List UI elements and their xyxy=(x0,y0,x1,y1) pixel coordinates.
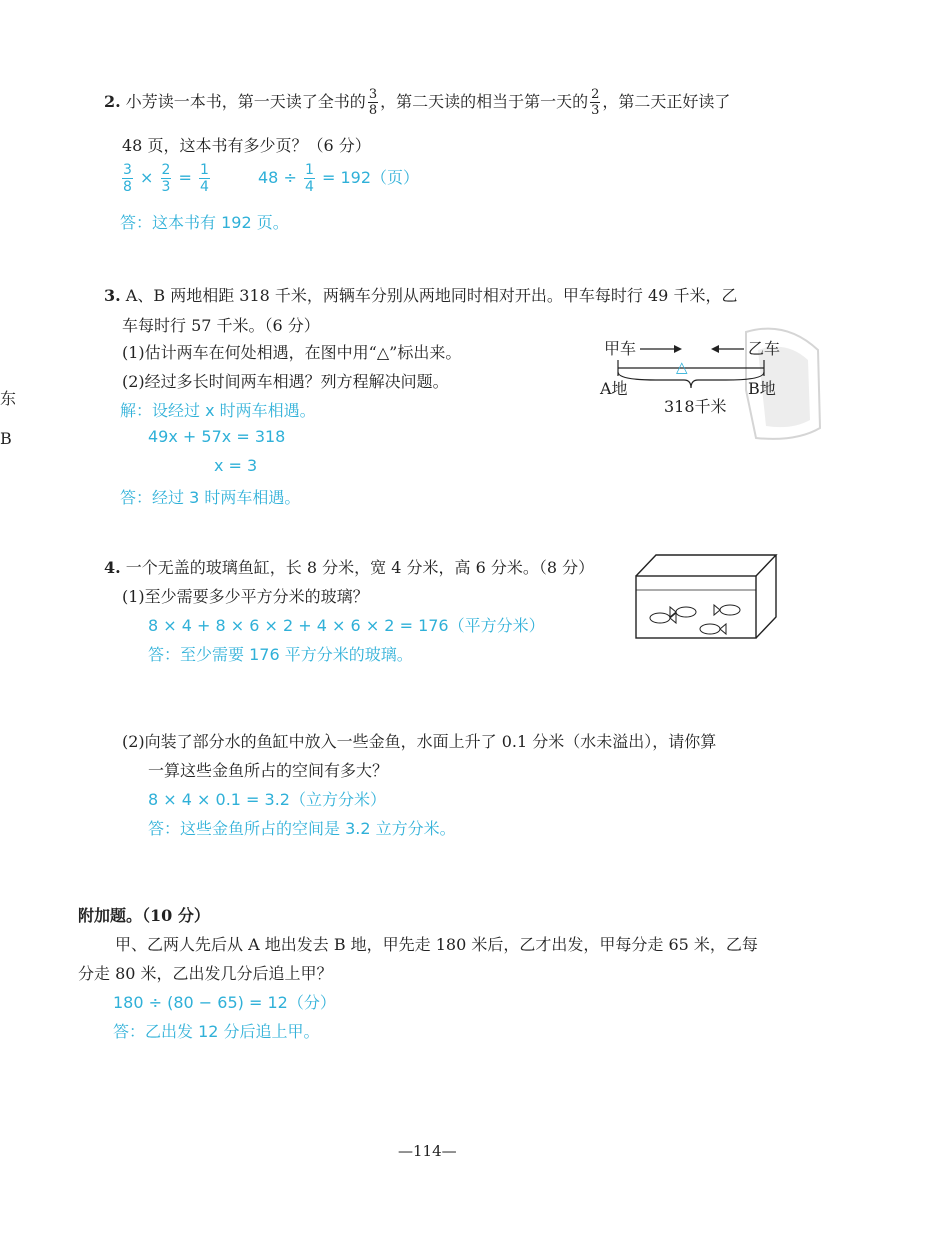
arrow-right-icon xyxy=(674,345,682,353)
q2-frac1-den: 8 xyxy=(368,103,378,118)
q3-sub2: (2)经过多长时间两车相遇？列方程解决问题。 xyxy=(122,372,449,391)
tank-side xyxy=(756,555,776,638)
q4-text-1: 一个无盖的玻璃鱼缸，长 8 分米，宽 4 分米，高 6 分米。（8 分） xyxy=(125,558,595,577)
bonus-ans-calc: 180 ÷ (80 − 65) = 12（分） xyxy=(113,993,336,1012)
goldfish-group xyxy=(650,605,740,634)
q2-ans-f2-num: 2 xyxy=(161,162,171,178)
q2-fraction-2 xyxy=(590,88,600,117)
margin-char-2: B xyxy=(0,429,12,448)
q2-answer-calc2 xyxy=(258,163,419,194)
q2-line1 xyxy=(104,88,730,117)
margin-char-1: 东 xyxy=(0,389,17,408)
q2-ans-f1-num: 3 xyxy=(123,162,132,178)
bonus-line1: 甲、乙两人先后从 A 地出发去 B 地，甲先走 180 米后，乙才出发，甲每分走 65 米，乙每 xyxy=(115,935,758,954)
diagram-place-b: B地 xyxy=(748,379,776,398)
bonus-title: 附加题。（10 分） xyxy=(78,906,210,925)
diagram-car-b: 乙车 xyxy=(748,339,781,358)
meet-triangle-mark: △ xyxy=(676,358,688,376)
q4-sub2-line1: (2)向装了部分水的鱼缸中放入一些金鱼，水面上升了 0.1 分米（水未溢出），请你算 xyxy=(122,732,717,751)
diagram-distance-label: 318千米 xyxy=(664,397,727,416)
q2-answer-statement: 答：这本书有 192 页。 xyxy=(120,213,289,232)
q2-frac1-num: 3 xyxy=(368,87,378,102)
q2-ans-calc2-b: = 192（页） xyxy=(321,168,420,187)
fish-tank-illustration xyxy=(632,550,782,645)
bonus-ans-answer: 答：乙出发 12 分后追上甲。 xyxy=(113,1022,320,1041)
q4-ans1-calc: 8 × 4 + 8 × 6 × 2 + 4 × 6 × 2 = 176（平方分米） xyxy=(148,616,545,635)
q2-ans-times: × xyxy=(140,168,154,187)
q4-sub2-line2: 一算这些金鱼所占的空间有多大？ xyxy=(148,761,389,780)
tank-top xyxy=(636,555,776,576)
q4-line1 xyxy=(104,555,594,578)
q2-ans-f3-num: 1 xyxy=(200,162,209,178)
q2-text-b: ，第二天读的相当于第一天的 xyxy=(380,92,589,111)
q2-line2: 48 页，这本书有多少页？（6 分） xyxy=(122,136,371,155)
q2-ans-f1-den: 8 xyxy=(123,179,132,195)
q2-ans-eq: = xyxy=(178,168,192,187)
q2-ans-frac4 xyxy=(304,163,315,194)
q3-ans-line1: 解：设经过 x 时两车相遇。 xyxy=(120,401,316,420)
q2-ans-calc2-a: 48 ÷ xyxy=(258,168,297,187)
diagram-car-a: 甲车 xyxy=(604,339,637,358)
q4-number: 4. xyxy=(104,558,121,577)
q2-text-c: ，第二天正好读了 xyxy=(602,92,731,111)
q2-text-a: 小芳读一本书，第一天读了全书的 xyxy=(125,92,366,111)
q2-ans-f4-num: 1 xyxy=(304,162,314,178)
q2-fraction-1 xyxy=(368,88,378,117)
q4-ans1-answer: 答：至少需要 176 平方分米的玻璃。 xyxy=(148,645,413,664)
q3-ans-line2: 49x + 57x = 318 xyxy=(148,427,286,446)
q2-ans-f3-den: 4 xyxy=(200,179,209,195)
q2-number: 2. xyxy=(104,92,121,111)
q3-line1 xyxy=(104,283,737,306)
q2-ans-frac3 xyxy=(199,163,210,194)
diagram-place-a: A地 xyxy=(600,379,628,398)
arrow-left-icon xyxy=(711,345,719,353)
q3-sub1: (1)估计两车在何处相遇，在图中用“△”标出来。 xyxy=(122,343,462,362)
q2-ans-frac2 xyxy=(161,163,172,194)
q2-ans-f4-den: 4 xyxy=(304,179,314,195)
q3-distance-diagram xyxy=(596,320,826,450)
q2-ans-frac1 xyxy=(122,163,133,194)
q2-ans-f2-den: 3 xyxy=(161,179,171,195)
q4-ans2-calc: 8 × 4 × 0.1 = 3.2（立方分米） xyxy=(148,790,386,809)
bonus-line2: 分走 80 米，乙出发几分后追上甲？ xyxy=(78,964,333,983)
page-number: —114— xyxy=(398,1142,457,1160)
q3-ans-line4: 答：经过 3 时两车相遇。 xyxy=(120,488,301,507)
q3-line2: 车每时行 57 千米。（6 分） xyxy=(122,316,320,335)
q3-ans-line3: x = 3 xyxy=(214,456,258,475)
q3-text-1: A、B 两地相距 318 千米，两辆车分别从两地同时相对开出。甲车每时行 49 千米，乙 xyxy=(125,286,738,305)
q2-answer-calc1 xyxy=(120,163,212,194)
q2-frac2-den: 3 xyxy=(591,103,600,118)
distance-brace xyxy=(618,372,764,388)
q2-frac2-num: 2 xyxy=(591,87,600,102)
q4-ans2-answer: 答：这些金鱼所占的空间是 3.2 立方分米。 xyxy=(148,819,456,838)
q3-number: 3. xyxy=(104,286,121,305)
q4-sub1: (1)至少需要多少平方分米的玻璃？ xyxy=(122,587,369,606)
